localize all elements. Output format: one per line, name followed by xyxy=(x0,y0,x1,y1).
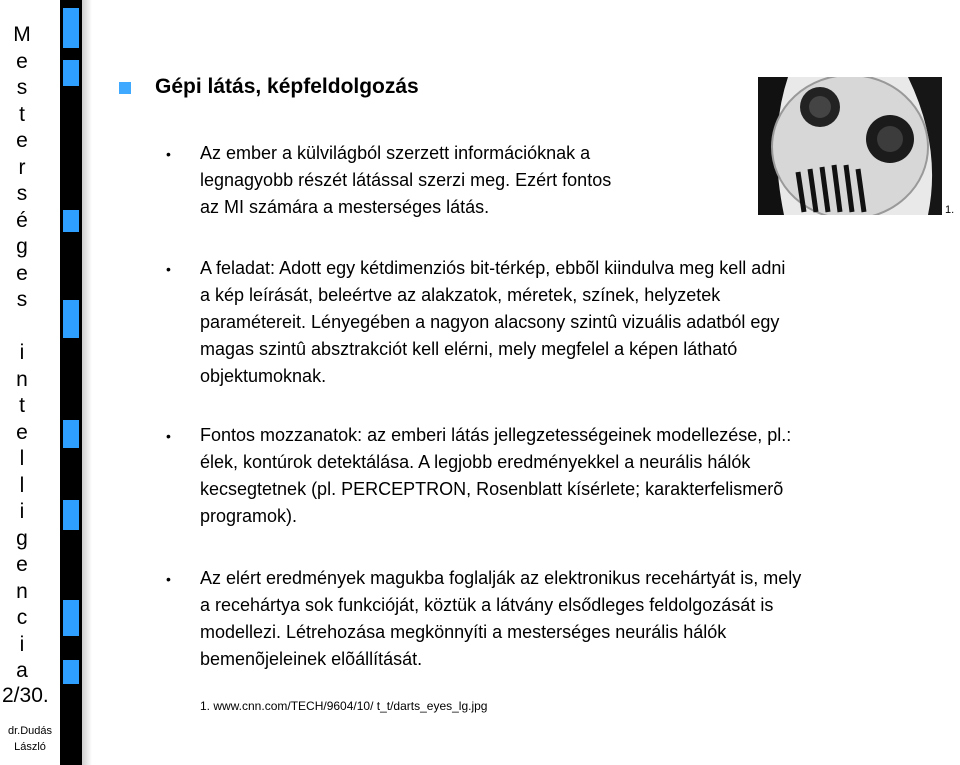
slide-heading: Gépi látás, képfeldolgozás xyxy=(155,75,419,98)
bullet-dot-icon: • xyxy=(166,571,171,587)
bullet-line: modellezi. Létrehozása megkönnyíti a mesterséges neurális hálók xyxy=(200,622,727,642)
page-number: 2/30. xyxy=(2,684,49,707)
bullet-line: a kép leírását, beleértve az alakzatok, méretek, színek, helyzetek xyxy=(200,285,721,305)
robot-eyes-image xyxy=(758,77,942,215)
side-title xyxy=(0,22,44,685)
author xyxy=(0,723,60,755)
side-title-letter: t xyxy=(19,394,25,417)
side-title-letter: s xyxy=(16,288,28,311)
side-title-letter: g xyxy=(16,526,28,550)
bullet-item xyxy=(200,140,760,221)
bullet-dot-icon: • xyxy=(166,146,171,162)
author-line: dr.Dudás xyxy=(7,725,53,737)
bullet-line: élek, kontúrok detektálása. A legjobb eredményekkel a neurális hálók xyxy=(200,452,751,472)
side-title-letter: i xyxy=(19,632,25,656)
bullet-line: objektumoknak. xyxy=(200,366,327,386)
bullet-line: bemenõjeleinek elõállítását. xyxy=(200,649,423,669)
side-title-letter: s xyxy=(16,76,28,99)
side-title-letter: e xyxy=(16,420,28,444)
side-title-letter: e xyxy=(16,49,28,73)
image-reference: 1. xyxy=(945,204,955,216)
side-title-letter: e xyxy=(16,261,28,285)
side-title-letter: e xyxy=(16,553,28,576)
bullet-line: kecsegtetnek (pl. PERCEPTRON, Rosenblatt kísérlete; karakterfelismerõ xyxy=(200,479,784,499)
bullet-line: az MI számára a mesterséges látás. xyxy=(200,197,490,217)
bullet-line: programok). xyxy=(200,506,298,526)
bullet-item xyxy=(200,422,940,530)
side-title-letter: i xyxy=(19,500,25,523)
bullet-line: legnagyobb részét látással szerzi meg. Ezért fontos xyxy=(200,170,612,190)
bullet-line: magas szintû absztrakciót kell elérni, mely megfelel a képen látható xyxy=(200,339,738,359)
side-title-letter: c xyxy=(16,606,28,629)
bullet-line: A feladat: Adott egy kétdimenziós bit-térkép, ebbõl kiindulva meg kell adni xyxy=(200,258,786,278)
heading-bullet-icon xyxy=(119,82,131,94)
side-title-letter: t xyxy=(19,102,25,126)
bullet-item xyxy=(200,255,940,390)
side-title-letter: é xyxy=(16,208,28,232)
bullet-dot-icon: • xyxy=(166,261,171,277)
side-title-letter: n xyxy=(16,579,28,603)
side-title-letter: g xyxy=(16,235,28,258)
side-title-letter: M xyxy=(13,23,31,46)
side-title-letter: i xyxy=(19,341,25,364)
bullet-dot-icon: • xyxy=(166,428,171,444)
bullet-line: Az ember a külvilágból szerzett információknak a xyxy=(200,143,591,163)
bullet-line: Az elért eredmények magukba foglalják az elektronikus recehártyát is, mely xyxy=(200,568,802,588)
footnote: 1. www.cnn.com/TECH/9604/10/ t_t/darts_eyes_lg.jpg xyxy=(200,699,488,713)
side-title-letter: l xyxy=(19,447,25,470)
side-bar-shadow xyxy=(82,0,92,765)
side-title-letter: r xyxy=(18,155,26,179)
bullet-line: paramétereit. Lényegében a nagyon alacsony szintû vizuális adatból egy xyxy=(200,312,780,332)
author-line: László xyxy=(14,741,46,753)
side-decoration-bar xyxy=(60,0,82,765)
side-title-letter: l xyxy=(19,473,25,497)
side-title-letter: e xyxy=(16,129,28,152)
side-title-letter xyxy=(0,314,44,341)
side-title-letter: n xyxy=(16,367,28,391)
bullet-line: a recehártya sok funkcióját, köztük a látvány elsődleges feldolgozását is xyxy=(200,595,774,615)
side-title-letter: s xyxy=(16,182,28,205)
bullet-line: Fontos mozzanatok: az emberi látás jellegzetességeinek modellezése, pl.: xyxy=(200,425,792,445)
bullet-item xyxy=(200,565,940,673)
side-title-letter: a xyxy=(16,659,28,682)
